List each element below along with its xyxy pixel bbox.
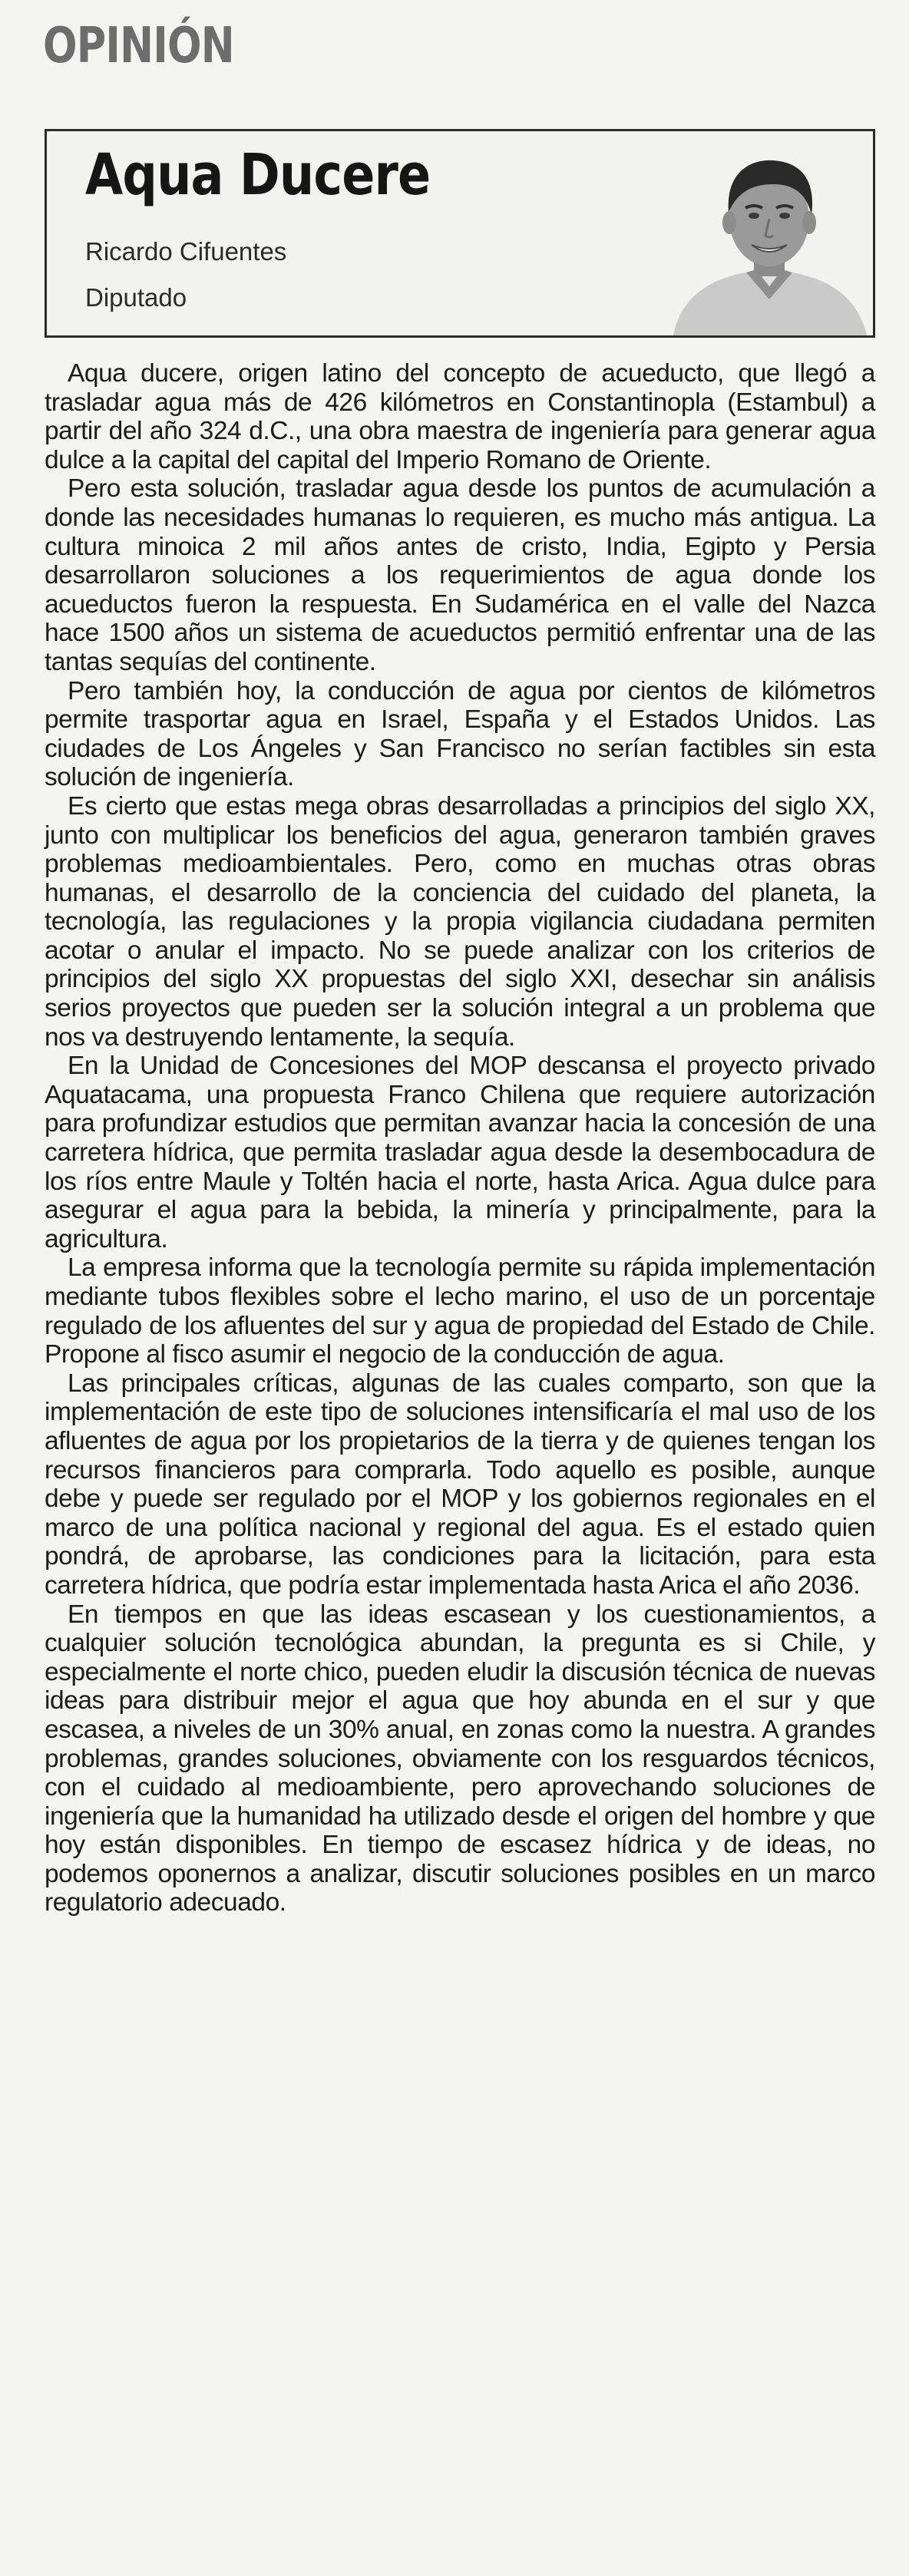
- author-photo: [666, 142, 873, 335]
- author-role: Diputado: [85, 283, 187, 312]
- section-label: OPINIÓN: [43, 18, 234, 74]
- paragraph: En tiempos en que las ideas escasean y los cuestionamientos, a cualquier solución tecnológica abundan, la pregunta es si Chile, y especialmente el norte chico, pueden eludir la discusión técnica de nuevas ideas para distribuir mejor el agua que hoy abunda en el sur y que escasea, a niveles de un 30% anual, en zonas como la nuestra. A grandes problemas, grandes soluciones, obviamente con los resguardos técnicos, con el cuidado al medioambiente, pero aprovechando soluciones de ingeniería que la humanidad ha utilizado desde el origen del hombre y que hoy están disponibles. En tiempo de escasez hídrica y de ideas, no podemos oponernos a analizar, discutir soluciones posibles en un marco regulatorio adecuado.: [45, 1600, 875, 1917]
- paragraph: Las principales críticas, algunas de las cuales comparto, son que la implementación de este tipo de soluciones intensificaría el mal uso de los afluentes de agua por los propietarios de la tierra y de quienes tengan los recursos financieros para comprarla. Todo aquello es posible, aunque debe y puede ser regulado por el MOP y los gobiernos regionales en el marco de una política nacional y regional del agua. Es el estado quien pondrá, de aprobarse, las condiciones para la licitación, para esta carretera hídrica, que podría estar implementada hasta Arica el año 2036.: [45, 1369, 875, 1600]
- article-title: Aqua Ducere: [85, 142, 431, 208]
- paragraph: Pero también hoy, la conducción de agua por cientos de kilómetros permite trasportar agua en Israel, España y el Estados Unidos. Las ciudades de Los Ángeles y San Francisco no serían factibles sin esta solución de ingeniería.: [45, 676, 875, 792]
- paragraph: Aqua ducere, origen latino del concepto de acueducto, que llegó a trasladar agua más de 426 kilómetros en Constantinopla (Estambul) a partir del año 324 d.C., una obra maestra de ingeniería para generar agua dulce a la capital del capital del Imperio Romano de Oriente.: [45, 359, 875, 474]
- article-body: [45, 359, 875, 2555]
- paragraph: La empresa informa que la tecnología permite su rápida implementación mediante tubos flexibles sobre el lecho marino, el uso de un porcentaje regulado de los afluentes del sur y agua de propiedad del Estado de Chile. Propone al fisco asumir el negocio de la conducción de agua.: [45, 1253, 875, 1369]
- author-name: Ricardo Cifuentes: [85, 237, 287, 266]
- article-header: [45, 129, 875, 338]
- paragraph: Es cierto que estas mega obras desarrolladas a principios del siglo XX, junto con multiplicar los beneficios del agua, generaron también graves problemas medioambientales. Pero, como en muchas otras obras humanas, el desarrollo de la conciencia del cuidado del planeta, la tecnología, las regulaciones y la propia vigilancia ciudadana permiten acotar o anular el impacto. No se puede analizar con los criterios de principios del siglo XX propuestas del siglo XXI, desechar sin análisis serios proyectos que pueden ser la solución integral a un problema que nos va destruyendo lentamente, la sequía.: [45, 791, 875, 1052]
- paragraph: En la Unidad de Concesiones del MOP descansa el proyecto privado Aquatacama, una propuesta Franco Chilena que requiere autorización para profundizar estudios que permitan avanzar hacia la concesión de una carretera hídrica, que permita trasladar agua desde la desembocadura de los ríos entre Maule y Toltén hacia el norte, hasta Arica. Agua dulce para asegurar el agua para la bebida, la minería y principalmente, para la agricultura.: [45, 1052, 875, 1253]
- paragraph: Pero esta solución, trasladar agua desde los puntos de acumulación a donde las necesidades humanas lo requieren, es mucho más antigua. La cultura minoica 2 mil años antes de cristo, India, Egipto y Persia desarrollaron soluciones a los requerimientos de agua donde los acueductos fueron la respuesta. En Sudamérica en el valle del Nazca hace 1500 años un sistema de acueductos permitió enfrentar una de las tantas sequías del continente.: [45, 474, 875, 676]
